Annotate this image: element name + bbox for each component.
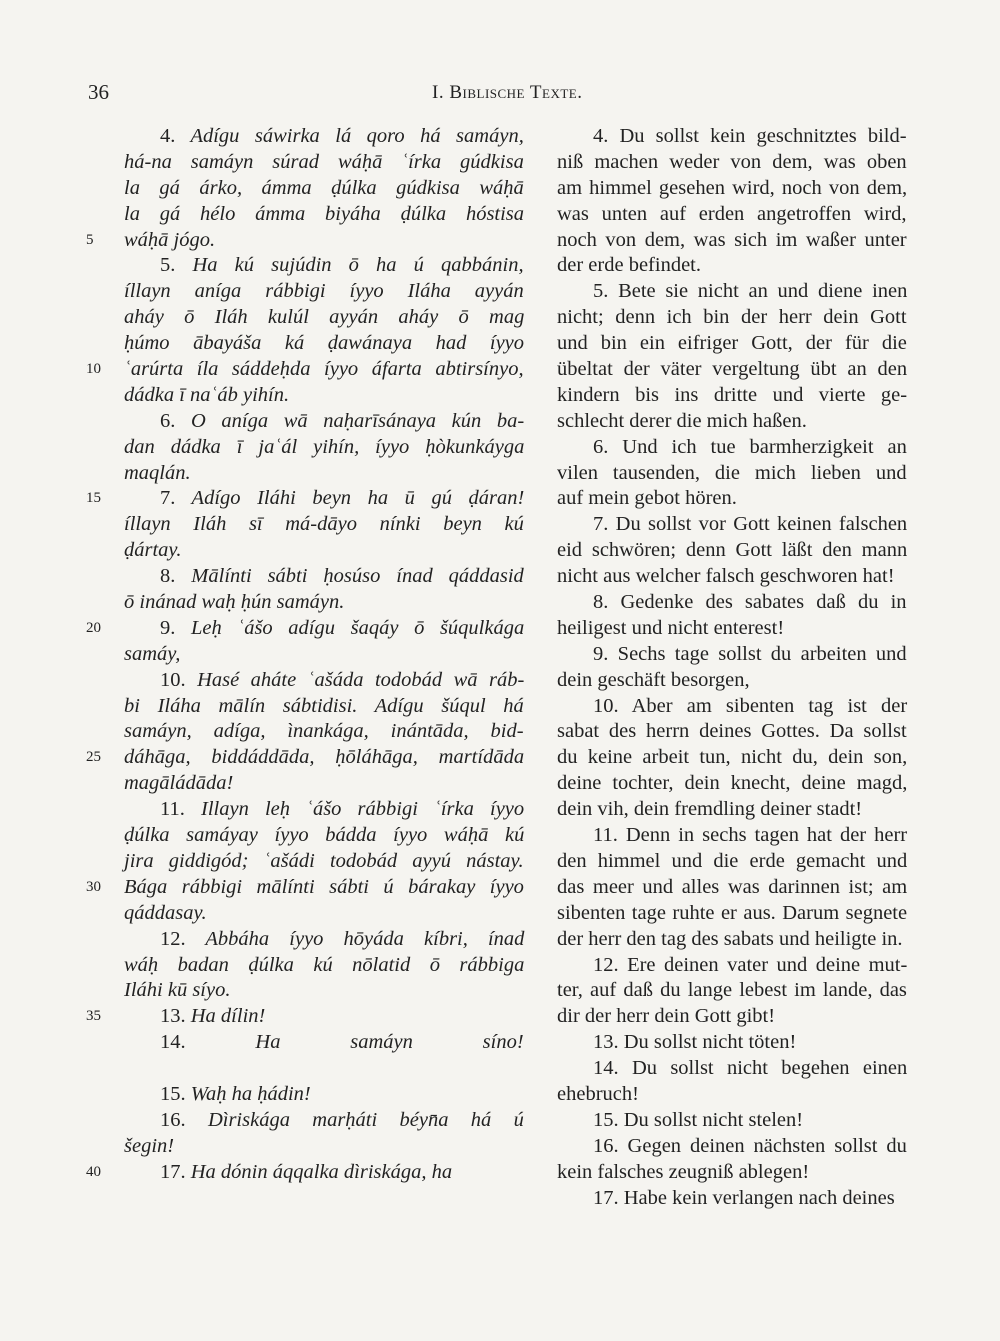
- german-line: den himmel und die erde gemacht und: [557, 849, 908, 872]
- running-head: I. Biblische Texte.: [432, 82, 583, 103]
- somali-line: [86, 745, 525, 771]
- somali-line: [86, 616, 525, 642]
- line-number: 15: [86, 490, 101, 507]
- somali-line: [124, 694, 524, 720]
- somali-line-text: dan dádka ī jaʿál yihín, íyyo ḥòkunkáyga: [124, 435, 525, 458]
- somali-line-text: wáḥ badan ḍúlka kú nōlatid ō rábbiga: [124, 953, 525, 976]
- line-number: 20: [86, 619, 101, 636]
- somali-line: [86, 875, 524, 901]
- german-line: übeltat der väter vergeltung übt an den: [557, 358, 908, 381]
- somali-line: [124, 849, 524, 875]
- german-line: 14. Du sollst nicht begehen einen: [593, 1057, 908, 1080]
- somali-line-text: Hasé aháte ʿašáda todobád wā ráb-: [185, 668, 525, 691]
- somali-line-text: samáyn, adíga, ìnankága, inántāda, bid-: [124, 720, 524, 743]
- somali-line: [124, 797, 524, 823]
- somali-line-text: Ha dónin áqqalka dìriskága, ha: [185, 1160, 453, 1183]
- somali-line-text: íllayn Iláh sī má-dāyo nínki beyn kú: [124, 513, 524, 536]
- german-line: 7. Du sollst vor Gott keinen falschen: [593, 513, 908, 536]
- german-line: dein vih, dein fremdling deiner stadt!: [557, 798, 863, 821]
- german-translation-column: [557, 124, 907, 1211]
- german-line: 17. Habe kein verlangen nach deines: [593, 1186, 895, 1209]
- verse-number: 13.: [160, 1005, 186, 1028]
- german-line: noch von dem, was sich im waßer unter: [557, 228, 907, 251]
- somali-line-text: Bága rábbigi mālínti sábti ú bárakay íyyo: [124, 875, 524, 898]
- german-line: dein geschäft besorgen,: [557, 668, 750, 691]
- somali-line: [86, 357, 524, 383]
- somali-line-text: há-na samáyn súrad wáḥā ʿírka gúdkisa: [124, 150, 524, 173]
- german-line: sabat des herrn deines Gottes. Da sollst: [557, 720, 907, 743]
- somali-line-text: ḥúmo ābayáša ká ḍawánaya had íyyo: [124, 332, 525, 355]
- german-line: nicht aus welcher falsch geschworen hat!: [557, 565, 895, 588]
- verse-number: 5.: [160, 254, 176, 277]
- verse-number: 10.: [160, 668, 186, 691]
- somali-line: [124, 512, 524, 538]
- somali-line-text: Adígo Iláhi beyn ha ū gú ḍáran!: [175, 487, 525, 510]
- german-line: schlecht derer die mich haßen.: [557, 409, 807, 432]
- german-line: der herr den tag des sabats und heiligte in.: [557, 927, 903, 950]
- german-line: und bin ein eifriger Gott, der für die: [557, 332, 907, 355]
- somali-line: [124, 668, 524, 694]
- somali-line: [124, 1030, 524, 1056]
- somali-text-column: [86, 124, 525, 1186]
- somali-line: [124, 383, 524, 409]
- verse-number: 4.: [160, 125, 176, 147]
- somali-line: [124, 409, 524, 435]
- somali-line-text: Ha kú sujúdin ō ha ú qabbánin,: [175, 254, 524, 277]
- verse-number: 9.: [160, 616, 176, 639]
- line-number: 35: [86, 1008, 101, 1025]
- somali-line-text: dádka ī naʿáb yihín.: [124, 383, 290, 406]
- somali-line: [124, 953, 524, 979]
- page-number: 36: [88, 80, 109, 104]
- verse-number: 6.: [160, 409, 176, 432]
- somali-line: [124, 461, 524, 487]
- somali-line-text: ḍártay.: [124, 539, 182, 562]
- somali-line: [124, 1082, 524, 1108]
- german-line: kindern bis ins dritte und vierte ge-: [557, 383, 908, 406]
- german-line: heiligest und nicht enterest!: [557, 616, 785, 639]
- somali-line-text: Ha samáyn síno!: [185, 1031, 524, 1054]
- german-line: 15. Du sollst nicht stelen!: [593, 1108, 804, 1131]
- german-line: 10. Aber am sibenten tag ist der: [593, 694, 908, 717]
- german-line: sibenten tage ruhte er aus. Darum segnete: [557, 901, 908, 924]
- verse-number: 12.: [160, 927, 186, 950]
- line-number: 25: [86, 749, 101, 766]
- german-line: der erde befindet.: [557, 254, 701, 277]
- german-line: 6. Und ich tue barmherzigkeit an: [593, 435, 907, 458]
- german-line: eid schwören; denn Gott läßt den mann: [557, 539, 908, 562]
- somali-line-text: la gá árko, ámma ḍúlka gúdkisa wáḥā: [124, 176, 524, 199]
- somali-line-text: wáḥā jógo.: [124, 228, 216, 251]
- somali-line: [86, 1160, 524, 1186]
- somali-line: [124, 150, 524, 176]
- verse-number: 7.: [160, 487, 176, 510]
- german-line: nicht; denn ich bin der herr dein Gott: [557, 306, 907, 329]
- line-number: 40: [86, 1163, 101, 1180]
- somali-line: [86, 486, 525, 512]
- verse-number: 14.: [160, 1031, 186, 1054]
- somali-line-text: Mālínti sábti ḥosúso ínad qáddasid: [175, 565, 524, 588]
- somali-line-text: Leḥ ʿášo adígu šaqáy ō šúqulkága: [175, 616, 525, 639]
- german-line: 8. Gedenke des sabates daß du in: [593, 591, 907, 614]
- german-line: auf mein gebot hören.: [557, 487, 737, 510]
- line-number: 10: [86, 361, 101, 378]
- german-line: am himmel gesehen wird, noch von dem,: [557, 176, 908, 199]
- somali-line: [124, 253, 524, 279]
- german-line: kein falsches zeugniß ablegen!: [557, 1160, 810, 1183]
- somali-line-text: magāládāda!: [124, 772, 234, 795]
- german-line: ehebruch!: [557, 1082, 639, 1105]
- somali-line: [124, 435, 524, 461]
- verse-number: 15.: [160, 1082, 186, 1105]
- somali-line: [124, 590, 524, 616]
- somali-line-text: dáhāga, biddáddāda, ḥōláhāga, martídāda: [124, 746, 525, 769]
- german-line: 16. Gegen deinen nächsten sollst du: [593, 1134, 907, 1157]
- somali-line: [124, 771, 524, 797]
- somali-line-text: Ha dílin!: [185, 1005, 266, 1028]
- verse-number: 8.: [160, 565, 176, 588]
- somali-line: [124, 1134, 524, 1160]
- verse-number: 11.: [160, 798, 185, 821]
- somali-line: [124, 176, 524, 202]
- somali-line-text: qáddasay.: [124, 901, 207, 924]
- german-line: deine tochter, dein knecht, deine magd,: [557, 772, 908, 795]
- somali-line-text: la gá hélo ámma biyáha ḍúlka hóstisa: [124, 202, 525, 225]
- somali-line-text: maqlán.: [124, 461, 191, 484]
- somali-line: [124, 823, 524, 849]
- somali-line: [124, 719, 524, 745]
- somali-line: [124, 538, 524, 564]
- line-number: 30: [86, 878, 101, 895]
- somali-line-text: ō inánad waḥ ḥún samáyn.: [124, 591, 345, 614]
- somali-line-text: íllayn aníga rábbigi íyyo Iláha ayyán: [124, 280, 524, 303]
- german-line: 12. Ere deinen vater und deine mut-: [593, 953, 908, 976]
- somali-line-text: Illayn leḥ ʿášo rábbigi ʿírka íyyo: [184, 798, 525, 821]
- somali-line-text: šegin!: [124, 1134, 175, 1157]
- somali-line-text: aháy ō Iláh kulúl ayyán aháy ō mag: [124, 306, 525, 329]
- page-header: [0, 80, 1000, 110]
- somali-line-text: ḍúlka samáyay íyyo bádda íyyo wáḥā kú: [124, 824, 525, 847]
- somali-line-text: samáy,: [124, 642, 181, 665]
- somali-line: [124, 124, 524, 150]
- german-line: du keine arbeit tun, nicht du, dein son,: [557, 746, 908, 769]
- line-number: 5: [86, 231, 94, 248]
- german-line: was unten auf erden angetroffen wird,: [557, 202, 907, 225]
- verse-number: 17.: [160, 1160, 186, 1183]
- somali-line: [124, 305, 524, 331]
- somali-line-text: O aníga wā naḥarīsánaya kún ba-: [175, 409, 525, 432]
- somali-line: [124, 642, 524, 668]
- german-line: 13. Du sollst nicht töten!: [593, 1031, 797, 1054]
- somali-line: [124, 331, 524, 357]
- german-line: das meer und alles was darinnen ist; am: [557, 875, 908, 898]
- somali-line: [124, 202, 524, 228]
- somali-line: [124, 279, 524, 305]
- somali-line: [124, 901, 524, 927]
- somali-line-text: Dìriskága marḥáti béyn̄a há ú: [185, 1108, 524, 1131]
- german-line: 9. Sechs tage sollst du arbeiten und: [593, 642, 907, 665]
- somali-line-text: Iláhi kū síyo.: [124, 979, 231, 1002]
- somali-line-text: bi Iláha mālín sábtidisi. Adígu šúqul há: [124, 694, 524, 717]
- somali-line: [86, 228, 524, 254]
- german-line: 11. Denn in sechs tagen hat der herr: [593, 824, 908, 847]
- german-line: ter, auf daß du lange lebest im lande, das: [557, 979, 907, 1002]
- german-line: 4. Du sollst kein geschnitztes bild-: [593, 125, 907, 147]
- somali-line: [124, 927, 524, 953]
- somali-line: [86, 1004, 524, 1030]
- german-line: vilen tausenden, die mich lieben und: [557, 461, 907, 484]
- somali-line: [124, 564, 524, 590]
- german-line: niß machen weder von dem, was oben: [557, 150, 907, 173]
- somali-line: [124, 978, 524, 1004]
- german-line: dir der herr dein Gott gibt!: [557, 1005, 776, 1028]
- verse-number: 16.: [160, 1108, 186, 1131]
- somali-line-text: Abbáha íyyo hōyáda kíbri, ínad: [185, 927, 525, 950]
- somali-line: [124, 1108, 524, 1134]
- somali-line-text: ʿarúrta íla sáddeḥda íyyo áfarta abtirsínyo,: [124, 358, 524, 381]
- somali-line-text: Waḥ ha ḥádin!: [185, 1082, 311, 1105]
- somali-line: [124, 1056, 524, 1082]
- german-line: 5. Bete sie nicht an und diene inen: [593, 280, 908, 303]
- somali-line-text: jira giddigód; ʿašádi todobád ayyú nástay.: [124, 849, 524, 872]
- somali-line-text: Adígu sáwirka lá qoro há samáyn,: [175, 125, 524, 147]
